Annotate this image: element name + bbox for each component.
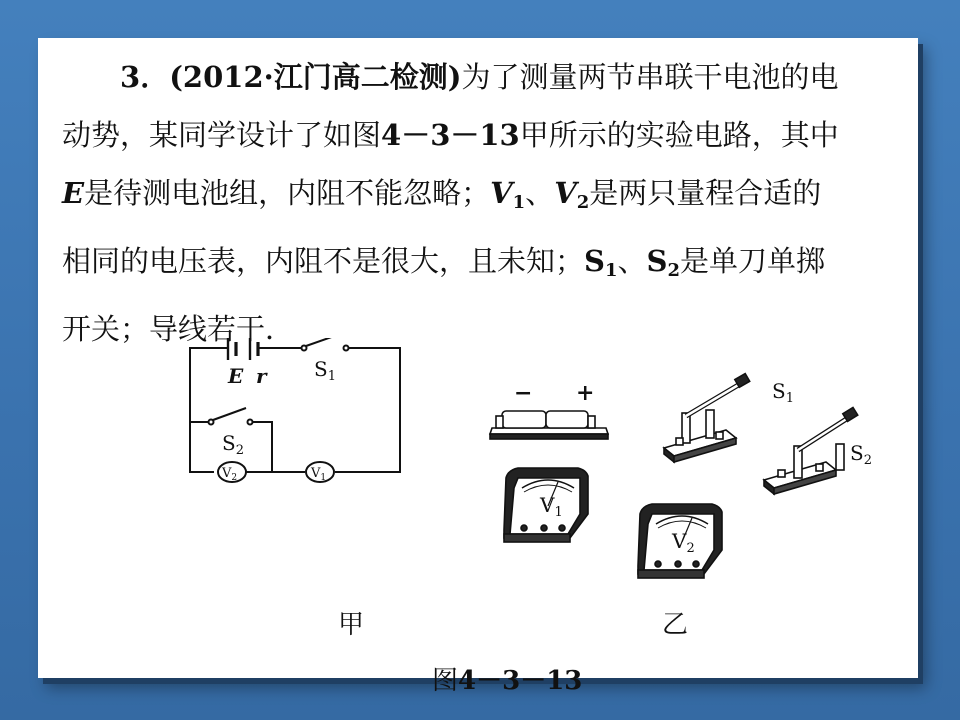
circuit-label-E: E [228,364,244,388]
slide-paper [38,38,918,696]
apparatus-drawing [458,338,878,588]
problem-line-2: 动势，某同学设计了如图4－3－13甲所示的实验电路，其中 [62,118,839,152]
battery-plus-label: + [576,380,595,406]
figure-label-jia: 甲 [338,610,365,640]
circuit-label-V1: $V_1$ [311,466,327,483]
figure-ref: 4－3－13 [381,118,520,152]
problem-number: 3 [120,60,141,94]
apparatus-label-S2: $S_2$ [850,441,872,468]
apparatus-label-S1: $S_1$ [772,379,794,406]
apparatus-label-V1: $V_1$ [540,493,563,520]
problem-line-1: 3．(2012·江门高二检测)为了测量两节串联干电池的电 [120,60,839,94]
apparatus-label-V2: $V_2$ [672,529,695,556]
battery-minus-label: − [514,380,533,406]
problem-line-5: 开关；导线若干． [62,312,295,346]
figure-caption: 图4－3－13 [432,666,583,696]
problem-line-3: E是待测电池组，内阻不能忽略；$V_1$、$V_2$是两只量程合适的 [62,176,822,213]
switch-s1 [664,374,750,462]
figure-label-yi: 乙 [662,610,689,640]
problem-line-4: 相同的电压表，内阻不是很大，且未知；$S_1$、$S_2$是单刀单掷 [62,244,826,281]
circuit-label-S1: $S_1$ [314,357,336,384]
battery-holder [490,411,608,439]
switch-s2 [764,407,858,494]
problem-text [62,48,902,358]
circuit-label-V2: $V_2$ [222,466,238,483]
circuit-diagram [178,338,418,538]
figure-4-3-13 [38,338,918,696]
circuit-label-r: r [256,364,267,388]
problem-source: (2012·江门高二检测) [169,60,462,94]
circuit-label-S2: $S_2$ [222,431,244,458]
